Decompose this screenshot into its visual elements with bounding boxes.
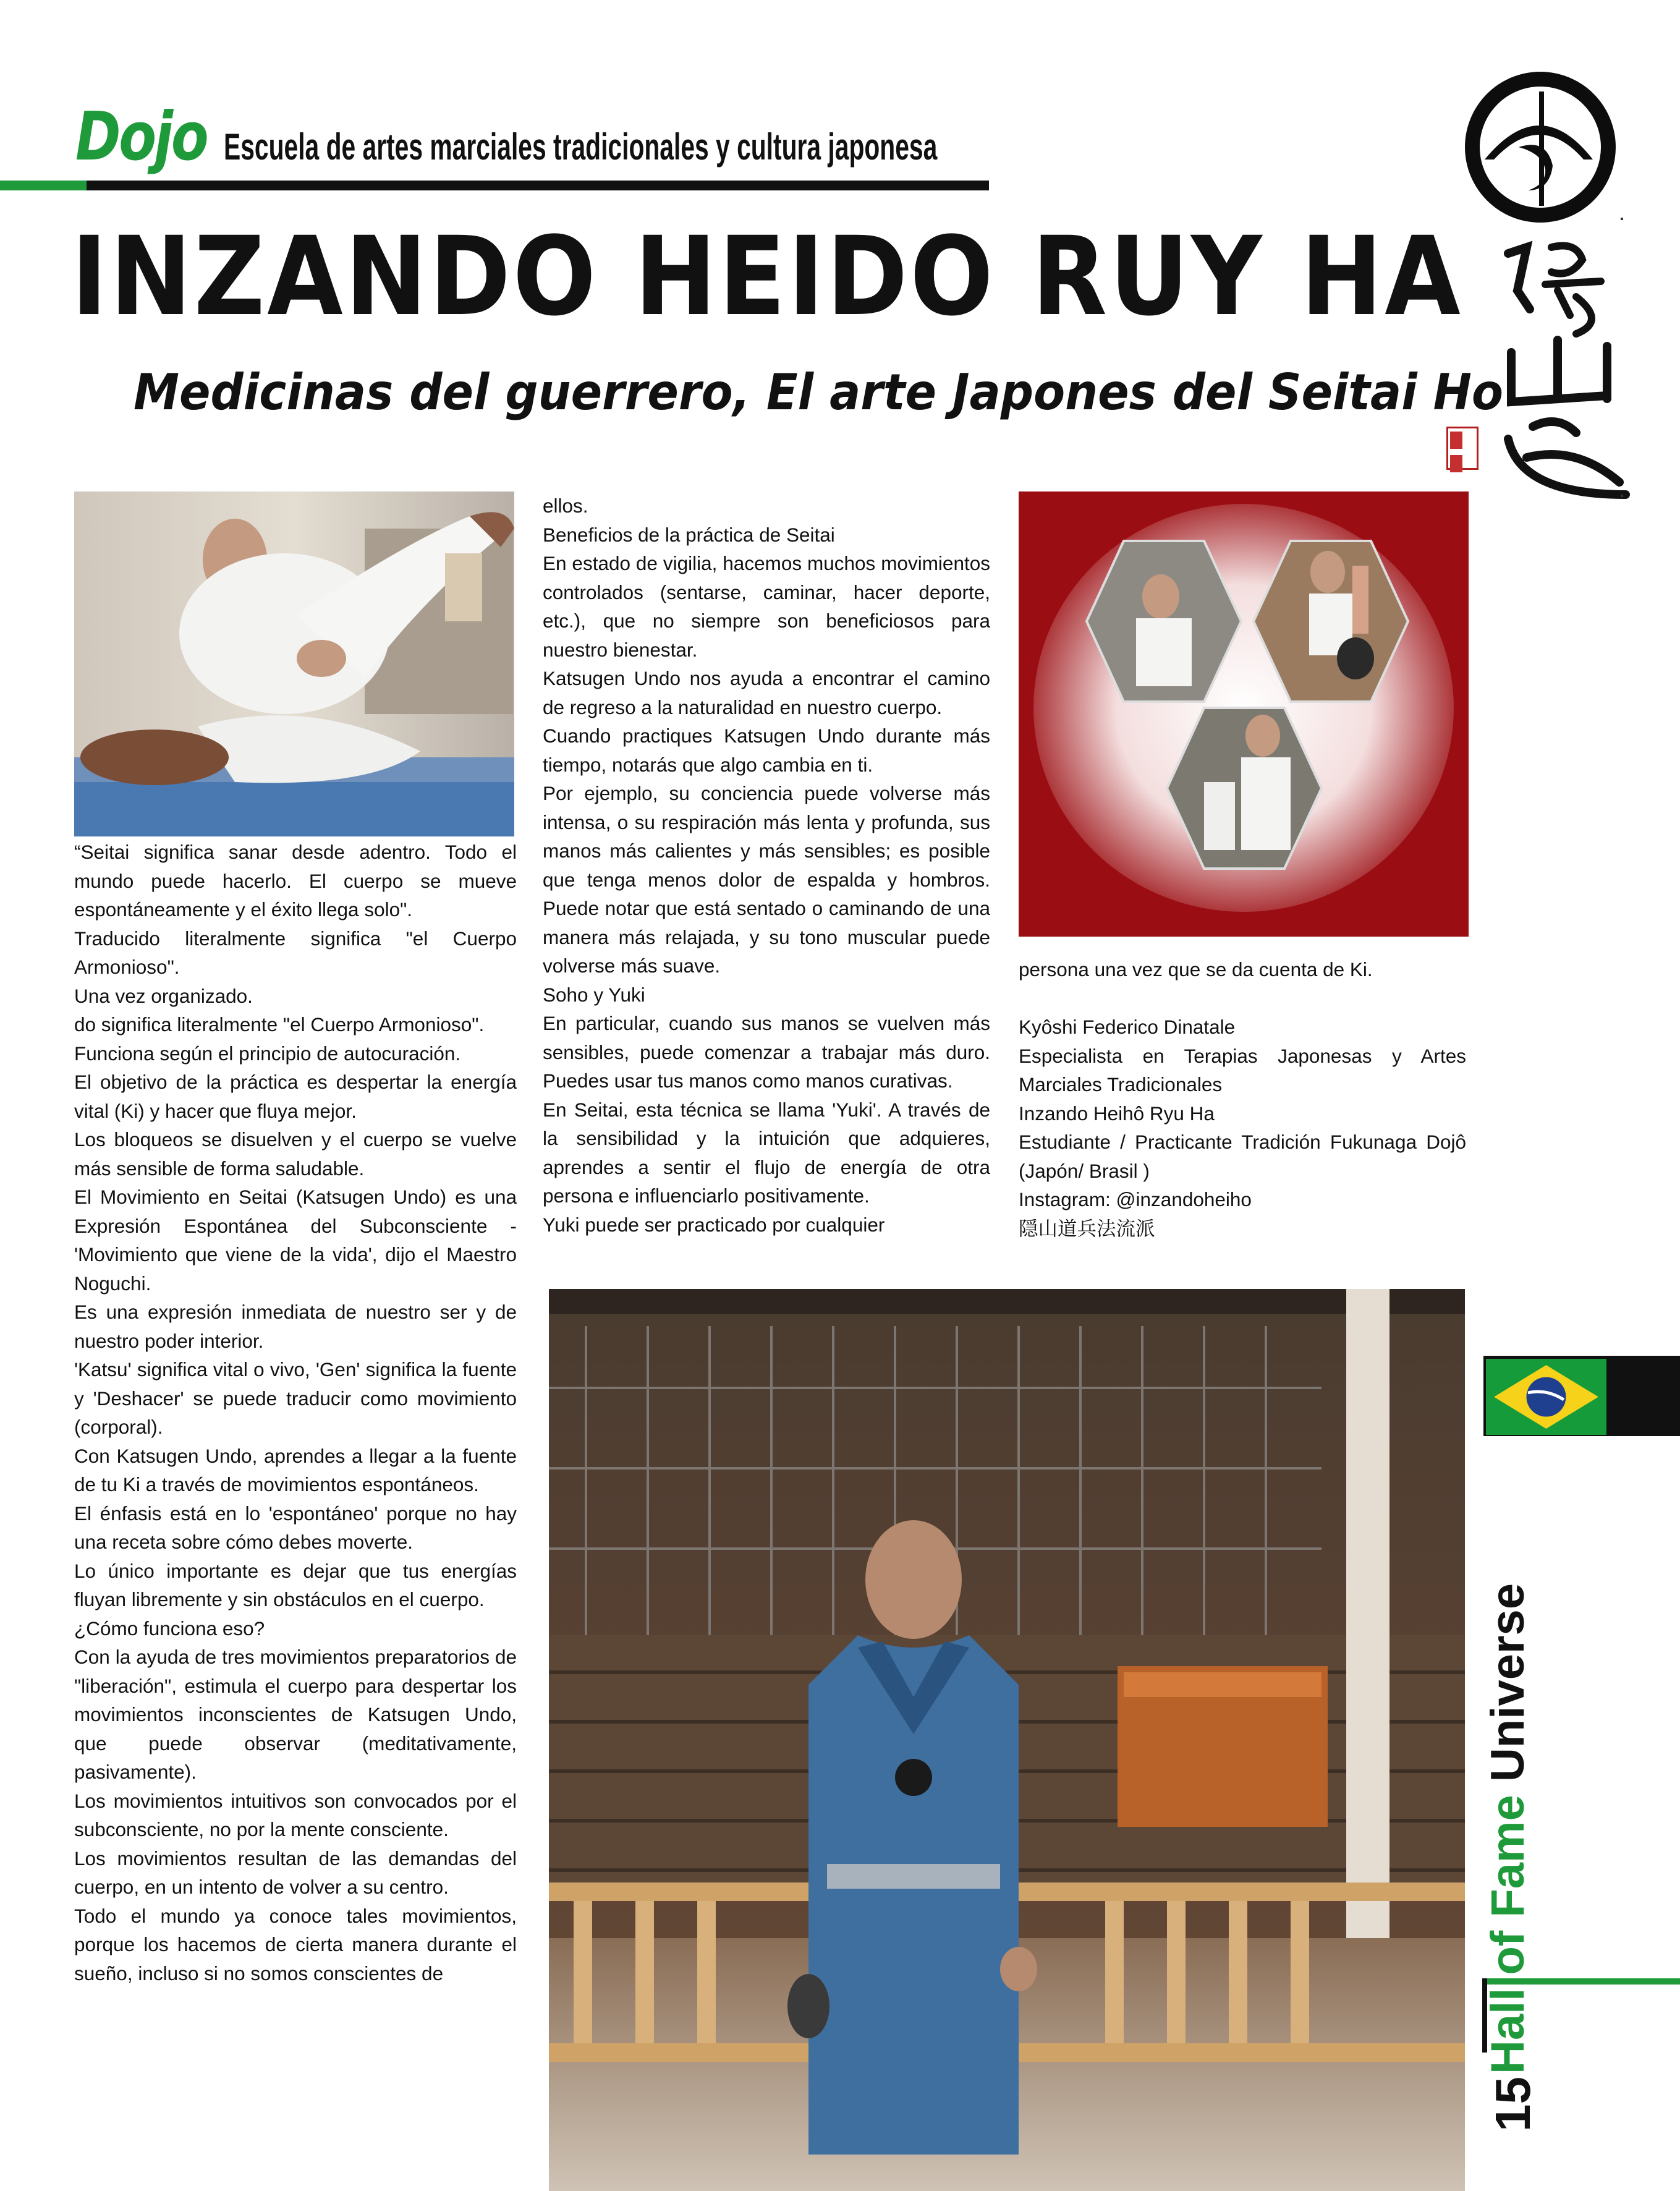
paragraph: En particular, cuando sus manos se vuelven más sensibles, puede comenzar a trabajar más duro. Puedes usar tus manos como manos curativas. bbox=[543, 1012, 990, 1092]
article-subtitle: Medicinas del guerrero, El arte Japones del Seitai Ho bbox=[134, 364, 1503, 421]
paragraph: El énfasis está en lo 'espontáneo' porque no hay una receta sobre cómo debes moverte. bbox=[74, 1502, 517, 1553]
article-title: INZANDO HEIDO RUY HA bbox=[71, 213, 1463, 340]
header-rule-green bbox=[0, 181, 87, 190]
column-left bbox=[74, 838, 517, 1988]
paragraph: Yuki puede ser practicado por cualquier bbox=[543, 1213, 885, 1236]
paragraph: Katsugen Undo nos ayuda a encontrar el camino de regreso a la naturalidad en nuestro cuerpo. bbox=[543, 667, 990, 718]
photo-collage bbox=[1019, 491, 1469, 937]
photo-seitai-treatment bbox=[74, 491, 514, 836]
signature-student: Estudiante / Practicante Tradición Fukunaga Dojô (Japón/ Brasil ) bbox=[1019, 1131, 1466, 1182]
paragraph: El objetivo de la práctica es despertar la energía vital (Ki) y hacer que fluya mejor. bbox=[74, 1071, 517, 1122]
signature-name: Kyôshi Federico Dinatale bbox=[1019, 1016, 1236, 1038]
paragraph: Con la ayuda de tres movimientos preparatorios de "liberación", estimula el cuerpo para despertar los movimientos inconscientes de Katsugen Undo, que puede observar (meditativamente, pasivamente). bbox=[74, 1646, 517, 1783]
paragraph: Con Katsugen Undo, aprendes a llegar a la fuente de tu Ki a través de movimientos espontáneos. bbox=[74, 1444, 517, 1495]
photo-portrait-temple bbox=[549, 1289, 1465, 2191]
section-word: Dojo bbox=[75, 98, 207, 176]
paragraph: Cuando practiques Katsugen Undo durante más tiempo, notarás que algo cambia en ti. bbox=[543, 725, 990, 776]
signature-kanji: 隠山道兵法流派 bbox=[1019, 1217, 1155, 1240]
page-number: 15 bbox=[1485, 2077, 1540, 2132]
red-seal-icon bbox=[1446, 427, 1478, 470]
column-right bbox=[1019, 955, 1466, 1243]
paragraph: Funciona según el principio de autocuración. bbox=[74, 1042, 461, 1065]
paragraph: El Movimiento en Seitai (Katsugen Undo) es una Expresión Espontánea del Subconsciente - 'Movimiento que viene de la vida', dijo el Maestro Noguchi. bbox=[74, 1186, 517, 1295]
signature-school: Inzando Heihô Ryu Ha bbox=[1019, 1102, 1215, 1125]
paragraph: ¿Cómo funciona eso? bbox=[74, 1617, 265, 1640]
paragraph: En Seitai, esta técnica se llama 'Yuki'. A través de la sensibilidad y la intuición que adquieres, aprendes a sentir el flujo de energía de otra persona e influenciarlo positivamente. bbox=[543, 1098, 990, 1207]
paragraph: ellos. bbox=[543, 495, 588, 517]
paragraph: Los movimientos resultan de las demandas del cuerpo, en un intento de volver a su centro. bbox=[74, 1847, 517, 1898]
header-rule-black bbox=[87, 181, 989, 190]
paragraph: “Seitai significa sanar desde adentro. Todo el mundo puede hacerlo. El cuerpo se mueve espontáneamente y el éxito llega solo". bbox=[74, 841, 517, 921]
corner-mark bbox=[1621, 495, 1623, 497]
paragraph: En estado de vigilia, hacemos muchos movimientos controlados (sentarse, caminar, hacer deporte, etc.), que no siempre son beneficiosos para nuestro bienestar. bbox=[543, 552, 990, 661]
universe-text: Universe bbox=[1482, 1583, 1534, 1782]
paragraph: persona una vez que se da cuenta de Ki. bbox=[1019, 958, 1373, 981]
paragraph: Todo el mundo ya conoce tales movimientos, porque los hacemos de cierta manera durante el sueño, incluso si no somos conscientes de bbox=[74, 1904, 517, 1985]
header-rule bbox=[0, 174, 989, 193]
paragraph: Los movimientos intuitivos son convocados por el subconsciente, no por la mente consciente. bbox=[74, 1789, 517, 1840]
paragraph: Por ejemplo, su conciencia puede volverse más intensa, o su respiración más lenta y profunda, sus manos más calientes y más sensibles; es posible que tenga menos dolor de espalda y hombros. Puede notar que está sentado o caminando de una manera más relajada, y su tono muscular puede volverse más suave. bbox=[543, 782, 990, 977]
column-middle bbox=[543, 491, 990, 1239]
signature-instagram: Instagram: @inzandoheiho bbox=[1019, 1188, 1252, 1210]
hall-of-fame-text: Hall of Fame bbox=[1482, 1795, 1534, 2074]
brazil-flag-icon bbox=[1486, 1359, 1606, 1435]
paragraph: Lo único importante es dejar que tus energías fluyan libremente y sin obstáculos en el cuerpo. bbox=[74, 1559, 517, 1610]
header-tagline: Escuela de artes marciales tradicionales y cultura japonesa bbox=[224, 126, 938, 168]
paragraph: Una vez organizado. bbox=[74, 984, 253, 1007]
paragraph: Traducido literalmente significa "el Cuerpo Armonioso". bbox=[74, 927, 517, 978]
paragraph: Los bloqueos se disuelven y el cuerpo se vuelve más sensible de forma saludable. bbox=[74, 1128, 517, 1180]
paragraph: 'Katsu' significa vital o vivo, 'Gen' significa la fuente y 'Deshacer' se puede traducir como movimiento (corporal). bbox=[74, 1358, 517, 1438]
paragraph: do significa literalmente "el Cuerpo Armonioso". bbox=[74, 1013, 485, 1036]
subheading: Soho y Yuki bbox=[543, 983, 645, 1006]
calligraphy-icon bbox=[1483, 235, 1632, 507]
hall-of-fame-label bbox=[1482, 1583, 1534, 2074]
signature-role: Especialista en Terapias Japonesas y Artes Marciales Tradicionales bbox=[1019, 1044, 1466, 1096]
paragraph: Es una expresión inmediata de nuestro ser y de nuestro poder interior. bbox=[74, 1301, 517, 1352]
dojo-emblem-icon bbox=[1460, 67, 1621, 228]
corner-mark bbox=[1621, 218, 1623, 220]
subheading: Beneficios de la práctica de Seitai bbox=[543, 523, 835, 546]
